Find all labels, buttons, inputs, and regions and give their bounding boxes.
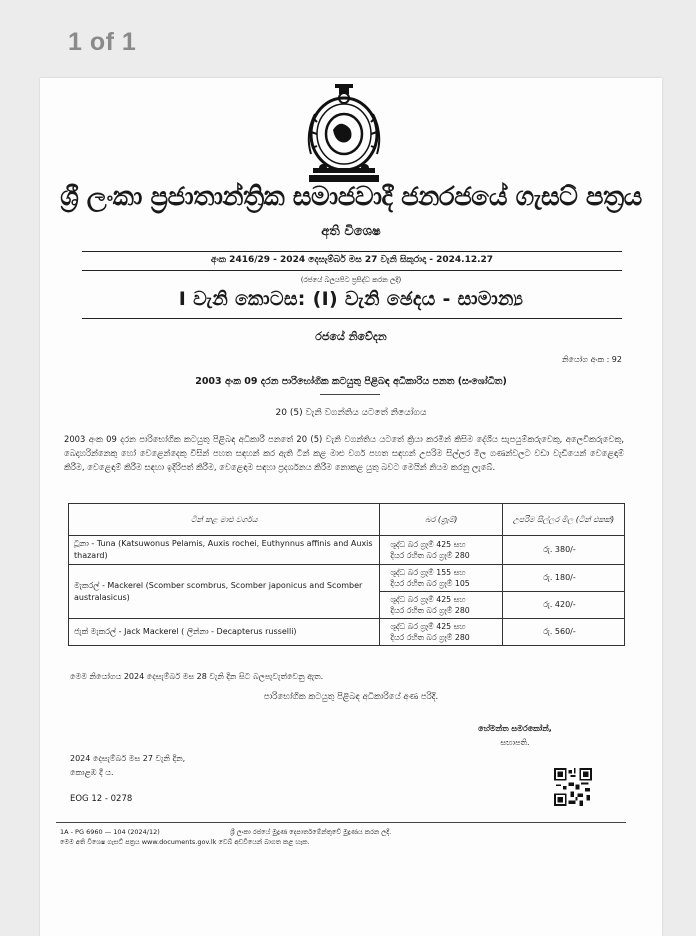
weight-net: ශුද්ධ බර ග්‍රෑම් 425 සහ xyxy=(390,595,466,604)
order-number: නියෝග අංක : 92 xyxy=(561,355,622,364)
price-table xyxy=(68,503,625,646)
column-header-weight: බර (ග්‍රෑම්) xyxy=(380,504,503,536)
short-divider xyxy=(320,394,380,395)
price-cell: රු. 560/- xyxy=(503,619,625,646)
header-rule-bottom xyxy=(82,270,622,271)
gazette-title: ශ්‍රී ලංකා ප්‍රජාතාන්ත්‍රික සමාජවාදී ජනරජයේ ගැසට් පත්‍රය xyxy=(60,182,642,212)
table-row xyxy=(69,565,625,592)
header-rule-top xyxy=(82,251,622,252)
fish-cell: ටූනා - Tuna (Katsuwonus Pelamis, Auxis rochei, Euthynnus affinis and Auxis thazard) xyxy=(69,536,380,565)
weight-cell xyxy=(380,536,503,565)
footer-printed-by: ශ්‍රී ලංකා රජයේ මුද්‍රණ දෙපාර්තමේන්තුවේ මුද්‍රණය කරන ලදී. xyxy=(230,828,392,836)
weight-drained: දියර රහිත බර ග්‍රෑම් 280 xyxy=(390,633,470,642)
page-indicator: 1 of 1 xyxy=(68,28,137,56)
column-header-fish: ටින් කළ මාළු වර්ගය xyxy=(69,504,380,536)
weight-cell xyxy=(380,619,503,646)
price-cell: රු. 180/- xyxy=(503,565,625,592)
weight-net: ශුද්ධ බර ග්‍රෑම් 425 සහ xyxy=(390,540,466,549)
weight-drained: දියර රහිත බර ග්‍රෑම් 280 xyxy=(390,551,470,560)
table-row xyxy=(69,536,625,565)
table-row xyxy=(69,619,625,646)
state-emblem-icon xyxy=(303,82,385,184)
footer-print-code: 1A - PG 6960 — 104 (2024/12) xyxy=(60,828,160,836)
weight-cell xyxy=(380,565,503,592)
footer-rule xyxy=(56,822,626,823)
place-line: කොළඹ දී ය. xyxy=(70,768,114,777)
date-line: 2024 දෙසැම්බර් මස 27 වැනි දින, xyxy=(70,754,186,763)
weight-drained: දියර රහිත බර ග්‍රෑම් 105 xyxy=(390,579,470,588)
weight-drained: දියර රහිත බර ග්‍රෑම් 280 xyxy=(390,606,470,615)
signatory-designation: සභාපති. xyxy=(500,738,530,747)
reference-code: EOG 12 - 0278 xyxy=(70,794,133,804)
section-line: 20 (5) වැනි වගන්තිය යටතේ නියෝගය xyxy=(275,408,427,418)
price-cell: රු. 420/- xyxy=(503,592,625,619)
weight-net: ශුද්ධ බර ග්‍රෑම් 425 සහ xyxy=(390,622,466,631)
effective-date-line: මෙම නියෝගය 2024 දෙසැම්බර් මස 28 වැනි දින සිට බලපැවැත්වෙනු ඇත. xyxy=(70,672,324,681)
act-title: 2003 අංක 09 දරන පාරිභෝගික කටයුතු පිළිබඳ අධිකාරිය පනත (සංශෝධිත) xyxy=(195,376,507,387)
price-cell: රු. 380/- xyxy=(503,536,625,565)
body-paragraph: 2003 අංක 09 දරන පාරිභෝගික කටයුතු පිළිබඳ අධිකාරී පනතේ 20 (5) වැනි වගන්තිය යටතේ ක්‍රියා කරමින් කිසිම දේශීය සැපයුම්කරුවෙකු, අලෙවිකරුවෙකු, බෙදාහරින්නෙකු හෝ වෙළෙන්දෙකු විසින් පහත සඳහන් කර ඇති ටින් කළ මාළු වර්ග පහත සඳහන් උපරිම සිල්ලර මිල ගණන්වලට වඩා වැඩියෙන් වෙළෙඳාම් කිරීම, වෙළෙඳාම් කිරීම සඳහා ඉදිරිපත් කිරීම, වෙළෙඳාම සඳහා ප්‍රදර්ශනය කිරීම නොකළ යුතු බවට මෙයින් නියම කරනු ලැබේ. xyxy=(64,434,624,472)
table-header-row xyxy=(69,504,625,536)
published-by: (රජයේ බලයපිට ප්‍රසිද්ධ කරන ලදී) xyxy=(300,276,402,284)
extraordinary-label: අති විශෙෂ xyxy=(321,224,381,239)
fish-cell: ජැක් මැකරල් - Jack Mackerel ( ලින්නා - Decapterus russelli) xyxy=(69,619,380,646)
fish-cell: මැකරල් - Mackerel (Scomber scombrus, Scomber japonicus and Scomber australasicus) xyxy=(69,565,380,619)
order-of-line: පාරිභෝගික කටයුතු පිළිබඳ අධිකාරියේ අණ පරිදි. xyxy=(263,692,439,702)
part-rule xyxy=(82,318,622,319)
signatory-name: හේමන්ත සමරකෝන්, xyxy=(478,724,552,733)
qr-code-icon xyxy=(554,768,592,806)
part-title: I වැනි කොටස: (I) වැනි ඡෙදය - සාමාන්‍ය xyxy=(178,288,524,310)
gazette-page xyxy=(40,78,662,936)
section-heading: රජයේ නිවේදන xyxy=(315,330,387,343)
column-header-price: උපරිම සිල්ලර මිල (ටින් එකක්) xyxy=(503,504,625,536)
weight-cell xyxy=(380,592,503,619)
weight-net: ශුද්ධ බර ග්‍රෑම් 155 සහ xyxy=(390,568,466,577)
footer-web-note: මෙම අති විශෙෂ ගැසට් පත්‍රය www.documents.gov.lk වෙබ් අඩවියෙන් බාගත කළ හැක. xyxy=(60,838,310,846)
issue-line: අංක 2416/29 - 2024 දෙසැම්බර් මස 27 වැනි සිකුරාදා - 2024.12.27 xyxy=(210,255,494,265)
